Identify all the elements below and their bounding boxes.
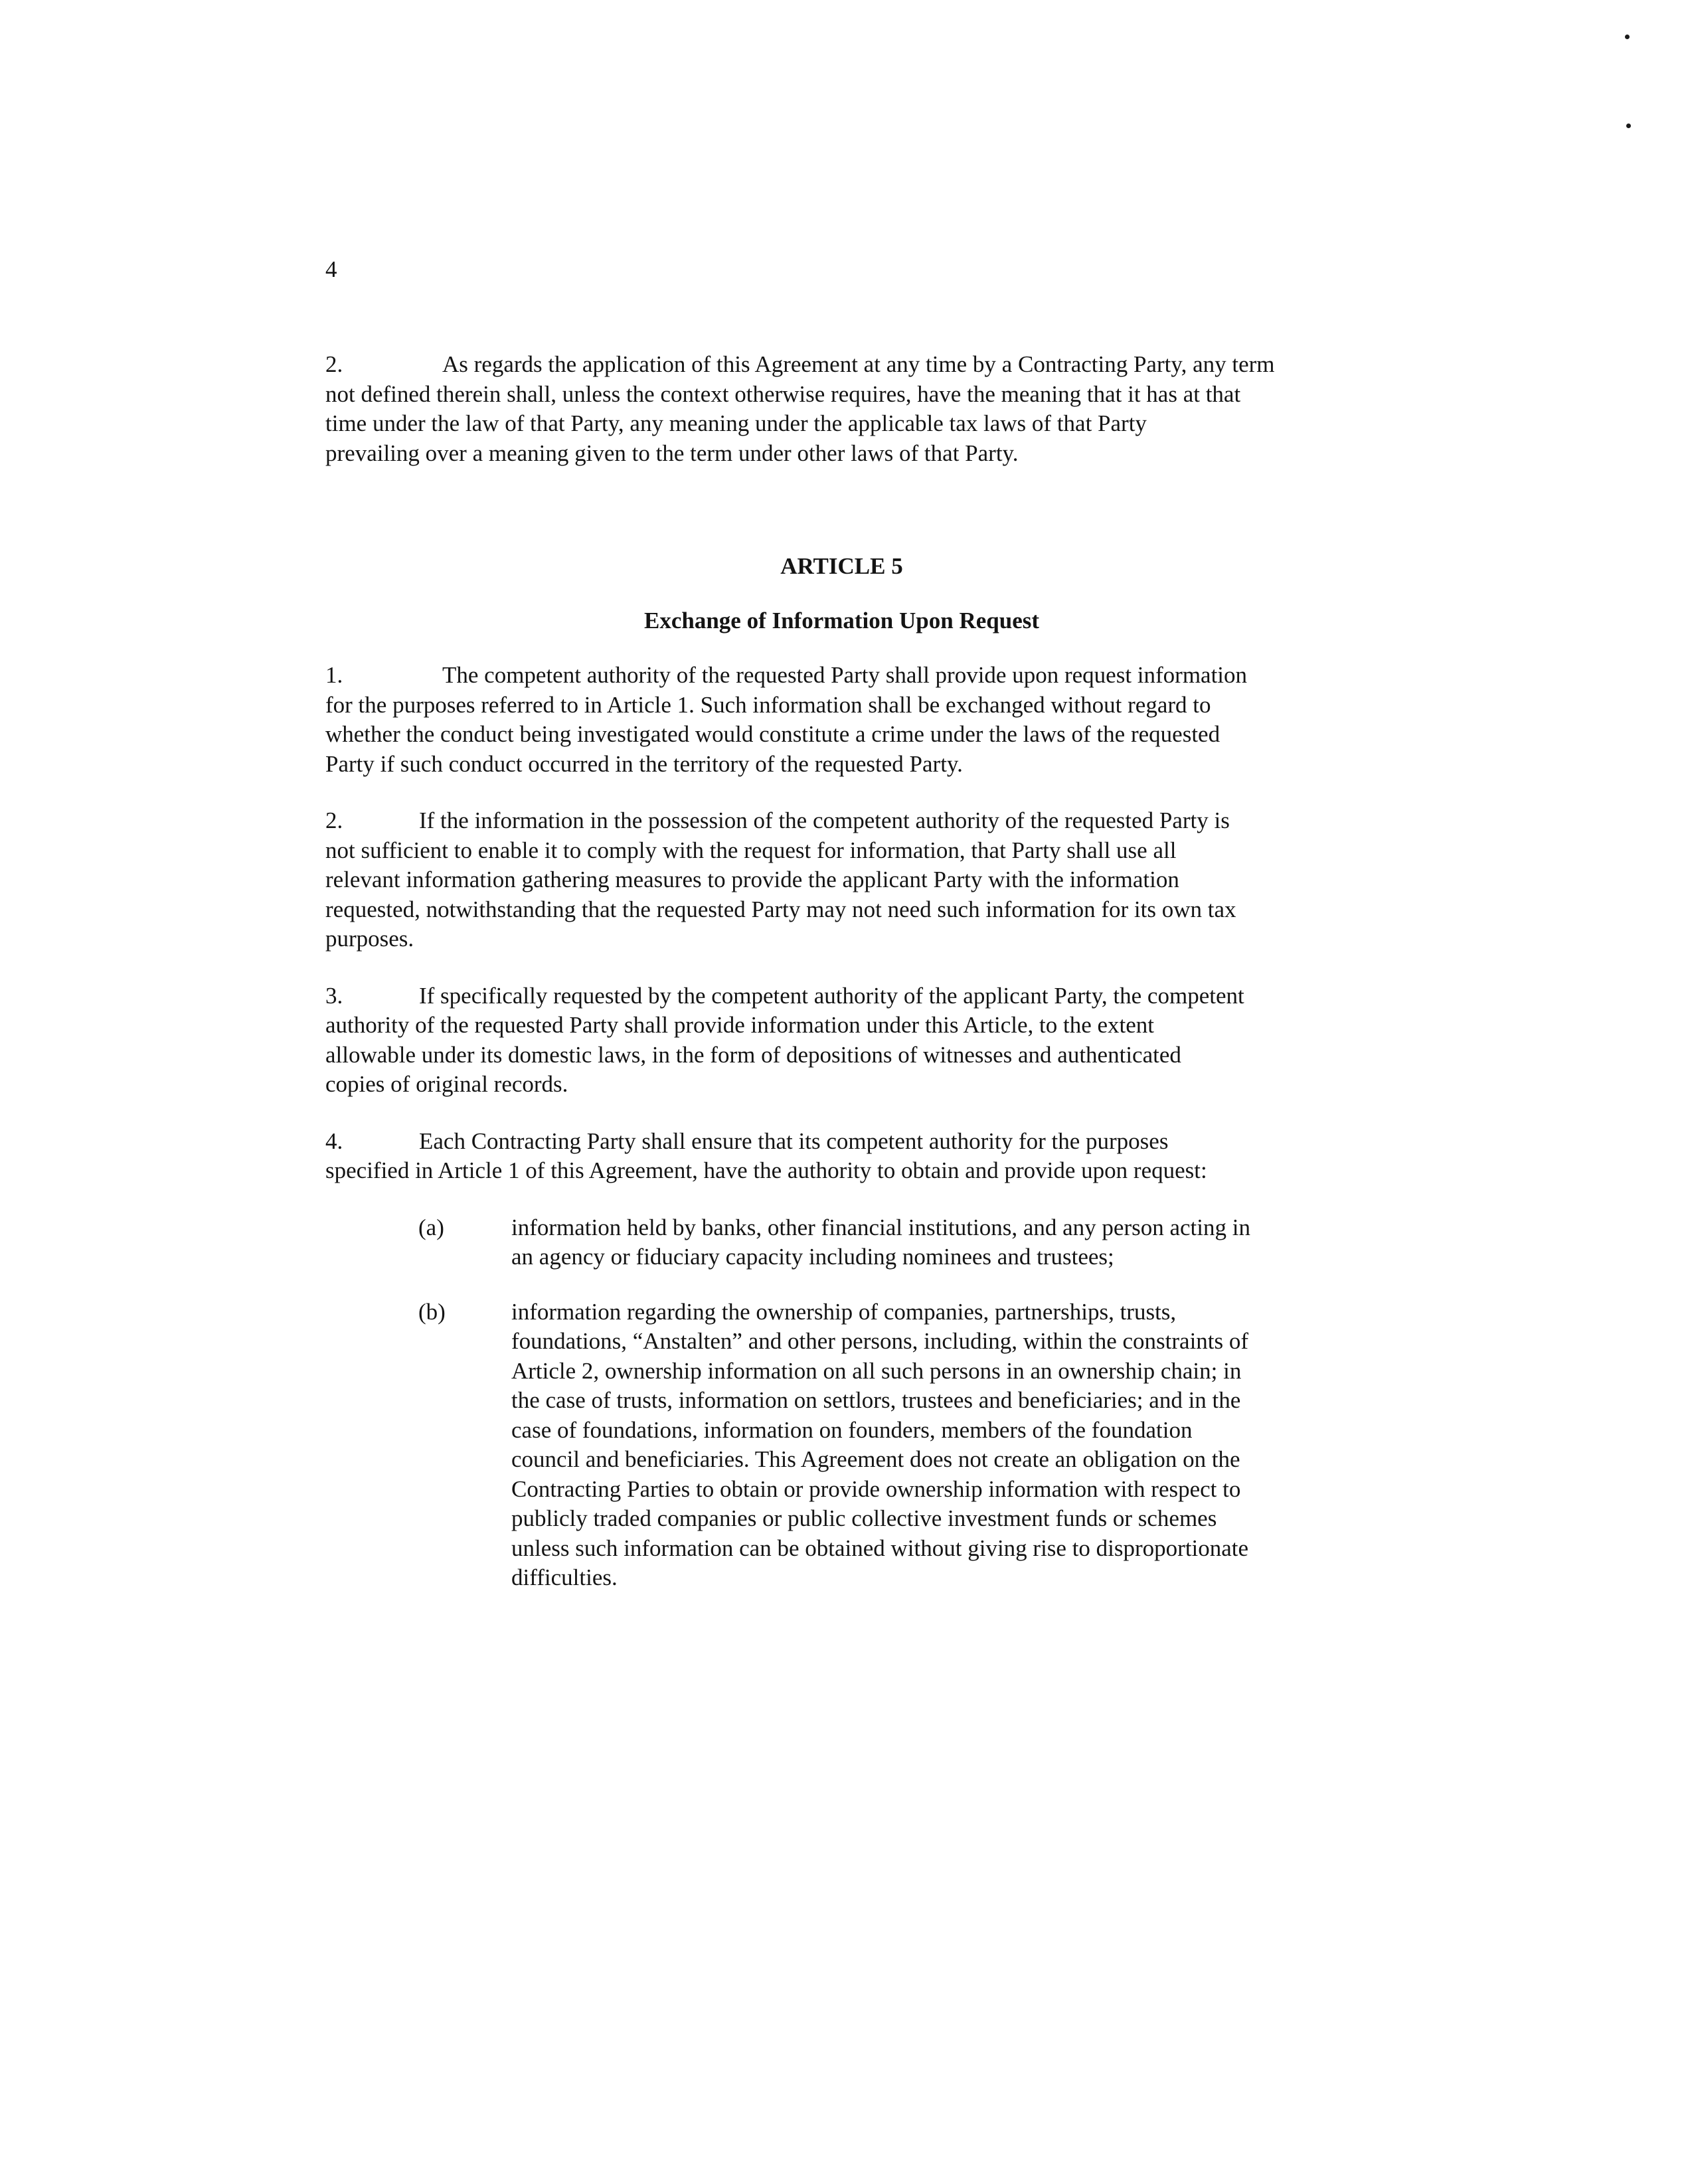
- sub-item-line: difficulties.: [511, 1564, 618, 1590]
- sub-item-line: Contracting Parties to obtain or provide ownership information with respect to: [511, 1475, 1241, 1502]
- paragraph-number: 1.: [325, 662, 343, 688]
- paragraph-line: prevailing over a meaning given to the term under other laws of that Party.: [325, 440, 1019, 466]
- paragraph-line: authority of the requested Party shall provide information under this Article, to the extent: [325, 1012, 1155, 1038]
- paragraph-line: whether the conduct being investigated would constitute a crime under the laws of the requested: [325, 721, 1221, 747]
- sub-item-line: publicly traded companies or public collective investment funds or schemes: [511, 1505, 1217, 1531]
- paragraph-line: Party if such conduct occurred in the territory of the requested Party.: [325, 750, 963, 777]
- article-paragraph-3: [325, 981, 1358, 1100]
- paragraph-line: relevant information gathering measures to provide the applicant Party with the information: [325, 867, 1179, 892]
- paragraph-number: 4.: [325, 1128, 343, 1154]
- paragraph-number: 2.: [325, 807, 343, 833]
- paragraph-line: requested, notwithstanding that the requested Party may not need such information for its own tax: [325, 896, 1236, 922]
- paragraph-line: If specifically requested by the competent authority of the applicant Party, the competent: [419, 982, 1244, 1009]
- paragraph-line: If the information in the possession of the competent authority of the requested Party is: [419, 807, 1230, 833]
- paragraph-line: As regards the application of this Agreement at any time by a Contracting Party, any term: [442, 351, 1275, 377]
- paragraph-line: The competent authority of the requested Party shall provide upon request information: [442, 662, 1248, 688]
- scan-speck: [1625, 35, 1630, 39]
- sub-item-b: [325, 1298, 1358, 1593]
- page-number: 4: [325, 256, 337, 282]
- article-paragraph-1: [325, 661, 1358, 779]
- paragraph-line: not sufficient to enable it to comply with the request for information, that Party shall use all: [325, 837, 1177, 863]
- scan-speck: [1626, 124, 1631, 128]
- paragraph-line: Each Contracting Party shall ensure that its competent authority for the purposes: [419, 1128, 1169, 1154]
- paragraph-2-definitions: [325, 350, 1358, 468]
- sub-item-line: information held by banks, other financial institutions, and any person acting in: [511, 1214, 1250, 1240]
- paragraph-line: time under the law of that Party, any meaning under the applicable tax laws of that Party: [325, 410, 1147, 436]
- paragraph-line: copies of original records.: [325, 1071, 568, 1097]
- article-title: ARTICLE 5: [780, 553, 903, 579]
- sub-item-line: Article 2, ownership information on all such persons in an ownership chain; in: [511, 1357, 1242, 1384]
- paragraph-line: not defined therein shall, unless the context otherwise requires, have the meaning that it has at that: [325, 380, 1241, 407]
- paragraph-line: purposes.: [325, 926, 414, 952]
- sub-item-line: foundations, “Anstalten” and other persons, including, within the constraints of: [511, 1328, 1249, 1354]
- paragraph-line: specified in Article 1 of this Agreement, have the authority to obtain and provide upon request:: [325, 1157, 1207, 1183]
- paragraph-line: allowable under its domestic laws, in the form of depositions of witnesses and authenticated: [325, 1041, 1181, 1068]
- article-subtitle: Exchange of Information Upon Request: [643, 608, 1040, 633]
- sub-item-line: unless such information can be obtained without giving rise to disproportionate: [511, 1535, 1249, 1561]
- sub-item-line: information regarding the ownership of companies, partnerships, trusts,: [511, 1298, 1177, 1325]
- sub-item-a: [325, 1213, 1358, 1272]
- sub-item-label: (a): [418, 1214, 444, 1240]
- sub-item-line: an agency or fiduciary capacity including nominees and trustees;: [511, 1244, 1114, 1270]
- sub-item-line: the case of trusts, information on settlors, trustees and beneficiaries; and in the: [511, 1387, 1241, 1413]
- sub-item-line: case of foundations, information on founders, members of the foundation: [511, 1416, 1193, 1443]
- paragraph-line: for the purposes referred to in Article 1. Such information shall be exchanged without regard to: [325, 691, 1211, 718]
- sub-item-label: (b): [418, 1298, 446, 1325]
- paragraph-number: 2.: [325, 351, 343, 377]
- paragraph-number: 3.: [325, 982, 343, 1009]
- document-body: [325, 350, 1358, 1618]
- sub-item-line: council and beneficiaries. This Agreement does not create an obligation on the: [511, 1446, 1240, 1472]
- article-paragraph-4: [325, 1127, 1358, 1186]
- article-paragraph-2: [325, 806, 1358, 954]
